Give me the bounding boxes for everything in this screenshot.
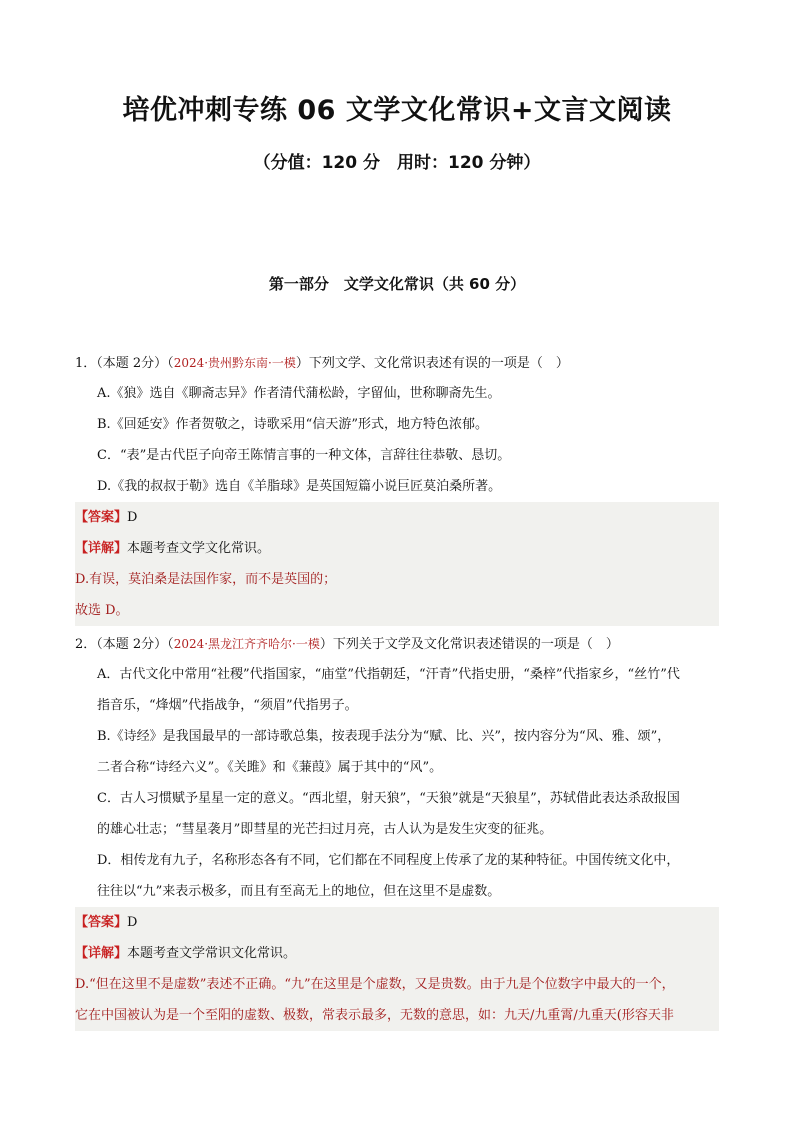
explanation-line: 它在中国被认为是一个至阳的虚数、极数，常表示最多，无数的意思，如：九天/九重霄/九重天(形容天非: [75, 1008, 674, 1023]
answer-line: [75, 907, 719, 938]
detail-line: [75, 938, 719, 969]
question-stem: ）下列关于文学及文化常识表述错误的一项是（ ）: [319, 637, 619, 652]
option-line: B.《诗经》是我国最早的一部诗歌总集，按表现手法分为“赋、比、兴”，按内容分为“风、雅、颂”，: [97, 729, 671, 744]
question-1-option-d: D.《我的叔叔于勒》选自《羊脂球》是英国短篇小说巨匠莫泊桑所著。: [97, 479, 502, 494]
question-1-option-c: C．“表”是古代臣子向帝王陈情言事的一种文体，言辞往往恭敬、恳切。: [97, 448, 511, 463]
answer-tag: 【答案】: [75, 510, 128, 525]
question-prefix: （本题 2分）（: [96, 356, 174, 371]
question-number: 1．: [75, 356, 97, 371]
questions-content: [75, 349, 719, 1031]
section-heading: 第一部分 文学文化常识（共 60 分）: [268, 275, 526, 293]
detail-text: 本题考查文学常识文化常识。: [127, 946, 297, 961]
page-subtitle: （分值：120 分 用时：120 分钟）: [253, 153, 541, 173]
option-line: 指音乐，“烽烟”代指战争，“须眉”代指男子。: [97, 698, 358, 713]
question-stem: ）下列文学、文化常识表述有误的一项是（ ）: [295, 356, 569, 371]
detail-text: 本题考查文学文化常识。: [127, 541, 271, 556]
page-title: 培优冲刺专练 06 文学文化常识+文言文阅读: [122, 95, 672, 126]
question-2-option-d: [75, 845, 719, 907]
option-line: A．古代文化中常用“社稷”代指国家，“庙堂”代指朝廷，“汗青”代指史册，“桑梓”代指家乡，“丝竹”代: [97, 667, 680, 682]
question-2-stem: [75, 630, 719, 659]
question-source: 2024·黑龙江齐齐哈尔·一模: [173, 637, 320, 651]
option-line: D．相传龙有九子，名称形态各有不同，它们都在不同程度上传承了龙的某种特征。中国传统文化中，: [97, 853, 680, 868]
answer-value: D: [127, 915, 138, 930]
option-line: C．古人习惯赋予星星一定的意义。“西北望，射天狼”，“天狼”就是“天狼星”，苏轼借此表达杀敌报国: [97, 791, 680, 806]
explanation-line: D.“但在这里不是虚数”表述不正确。“九”在这里是个虚数，又是贵数。由于九是个位数字中最大的一个，: [75, 977, 675, 992]
question-source: 2024·贵州黔东南·一模: [173, 356, 296, 370]
explanation-line: D.有误，莫泊桑是法国作家，而不是英国的；: [75, 572, 337, 587]
question-1-stem: [75, 349, 719, 378]
question-prefix: （本题 2分）（: [96, 637, 174, 652]
detail-line: [75, 533, 719, 564]
answer-line: [75, 502, 719, 533]
question-number: 2．: [75, 637, 97, 652]
answer-value: D: [127, 510, 138, 525]
option-line: 往往以“九”来表示极多，而且有至高无上的地位，但在这里不是虚数。: [97, 884, 501, 899]
question-2-option-c: [75, 783, 719, 845]
question-1-option-a: A.《狼》选自《聊斋志异》作者清代蒲松龄，字留仙，世称聊斋先生。: [97, 386, 501, 401]
question-2-option-b: [75, 721, 719, 783]
conclusion-line: 故选 D。: [75, 603, 129, 618]
question-1-answer-block: [75, 502, 719, 626]
question-1-option-b: B.《回延安》作者贺敬之，诗歌采用“信天游”形式，地方特色浓郁。: [97, 417, 488, 432]
detail-tag: 【详解】: [75, 946, 128, 961]
answer-tag: 【答案】: [75, 915, 128, 930]
question-2-option-a: [75, 659, 719, 721]
question-2-answer-block: [75, 907, 719, 1031]
option-line: 二者合称“诗经六义”。《关雎》和《蒹葭》属于其中的“风”。: [97, 760, 443, 775]
detail-tag: 【详解】: [75, 541, 128, 556]
option-line: 的雄心壮志；“彗星袭月”即彗星的光芒扫过月亮，古人认为是发生灾变的征兆。: [97, 822, 553, 837]
